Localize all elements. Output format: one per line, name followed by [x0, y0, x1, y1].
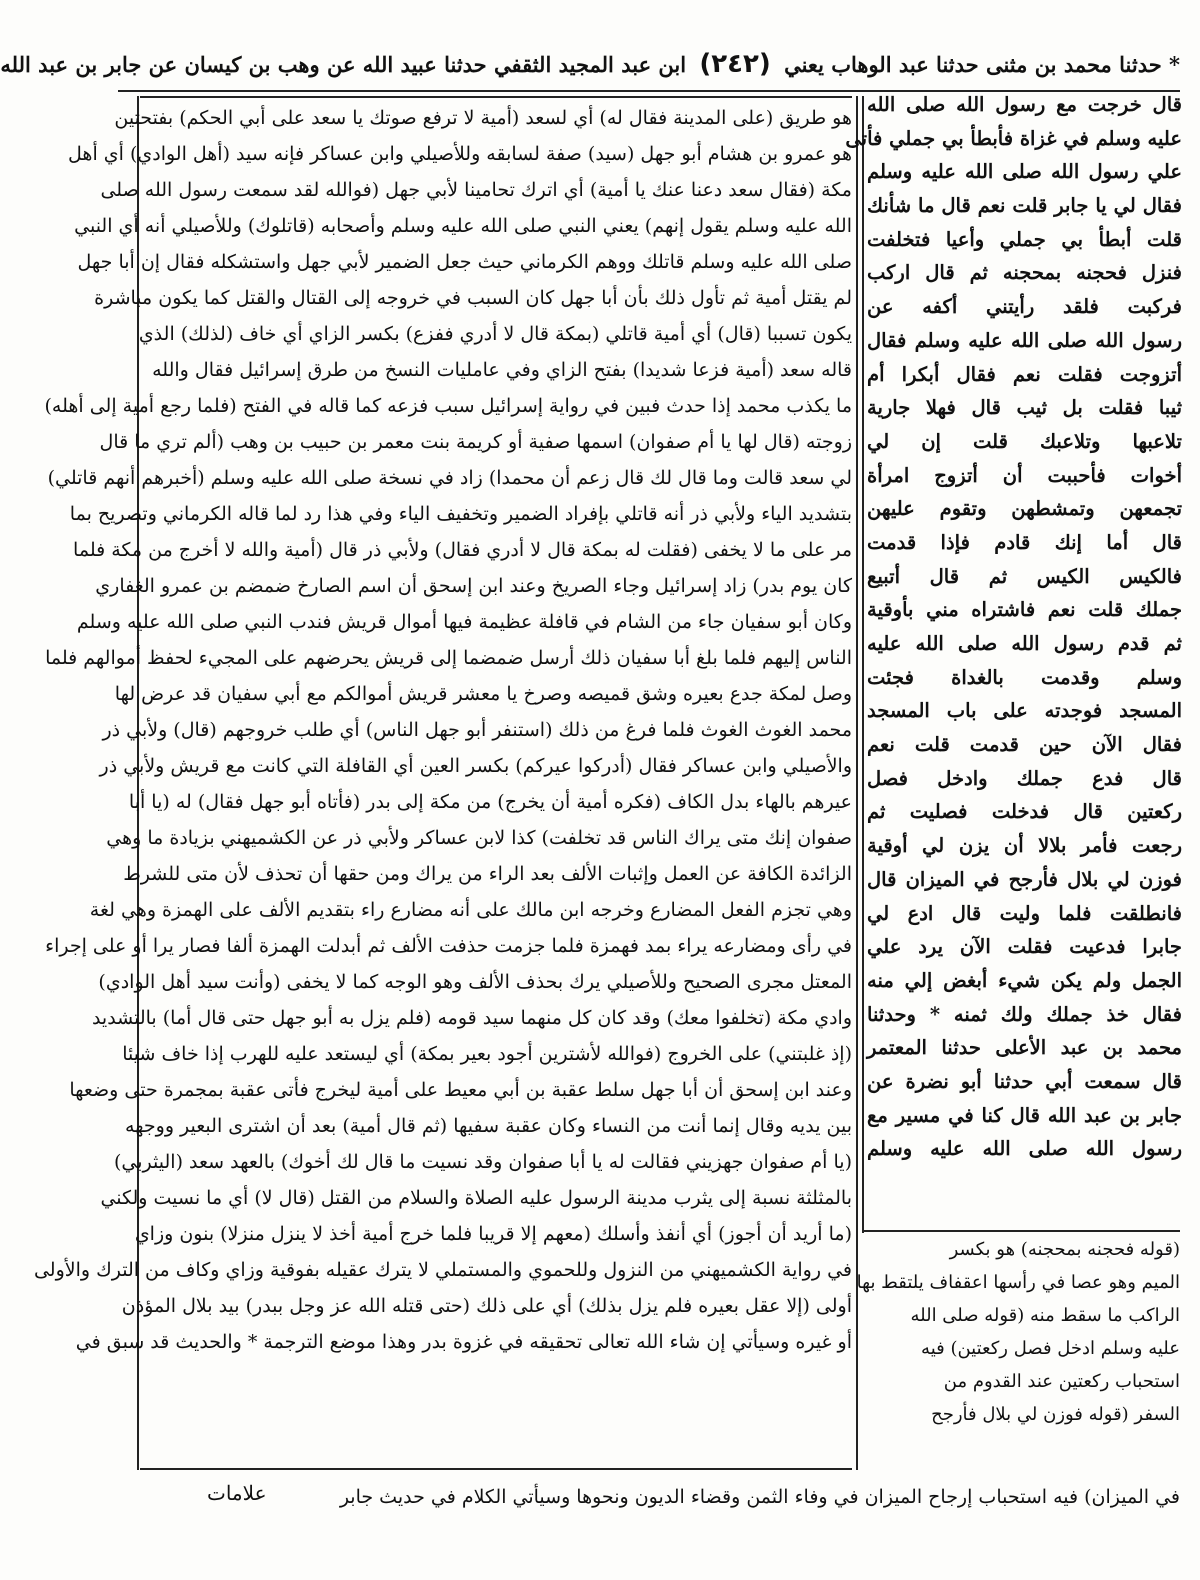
hadith-line: رسول الله صلى الله عليه وسلم فقال [867, 328, 1182, 352]
hadith-line: رسول الله صلى الله عليه وسلم [867, 1137, 1182, 1161]
commentary-line: هو عمرو بن هشام أبو جهل (سيد) صفة لسابقه وللأصيلي وابن عساكر فإنه سيد (أهل الوادي) أي أهل [68, 143, 852, 165]
note-line: عليه وسلم ادخل فصل ركعتين) فيه [921, 1338, 1180, 1359]
page-number: (٢٤٢) [699, 49, 771, 79]
hadith-line: علي رسول الله صلى الله عليه وسلم [867, 160, 1182, 184]
hadith-line: المسجد فوجدته على باب المسجد [867, 699, 1182, 723]
hadith-line: ثيبا فقلت بل ثيب قال فهلا جارية [867, 396, 1182, 420]
hadith-line: عليه وسلم في غزاة فأبطأ بي جملي فأتى [845, 126, 1182, 150]
commentary-line: وعند ابن إسحق أن أبا جهل سلط عقبة بن أبي معيط على أمية ليخرج فأتى عقبة بمجمرة حتى وضعها [69, 1079, 852, 1101]
hadith-line: ركعتين قال فدخلت فصليت ثم [867, 800, 1182, 824]
commentary-line: ما يكذب محمد إذا حدث فبين في رواية إسرائيل سبب فزعه كما قاله في الفتح (فلما رجع أمية إلى أهله) [44, 395, 852, 417]
note-line: الراكب ما سقط منه (قوله صلى الله [910, 1305, 1180, 1326]
hadith-line: فقال خذ جملك ولك ثمنه * وحدثنا [867, 1002, 1182, 1026]
main-top-rule [140, 96, 852, 98]
main-bottom-rule [140, 1468, 852, 1470]
commentary-line [144, 1396, 852, 1432]
commentary-line: بين يديه وقال إنما أنت من النساء وكان عقبة سفيها (ثم قال أمية) بعد أن اشترى البعير ووجهه [124, 1115, 852, 1137]
hadith-text-column [845, 88, 1182, 1166]
commentary-line: لي سعد قالت وما قال لك قال زعم أن محمدا) زاد في نسخة صلى الله عليه وسلم (أخبرهم أنهم قاتلي) [47, 467, 852, 489]
note-line: استحباب ركعتين عند القدوم من [943, 1371, 1180, 1392]
commentary-line: المعتل مجرى الصحيح وللأصيلي يرك بحذف الألف وهو الوجه كما لا يخفى (وأنت سيد أهل الوادي) [98, 971, 852, 993]
hadith-line: تجمعهن وتمشطهن وتقوم عليهن [867, 497, 1182, 521]
hadith-line: أخوات فأحببت أن أتزوج امرأة [867, 463, 1182, 487]
hadith-line: قال أما إنك قادم فإذا قدمت [867, 530, 1182, 554]
commentary-line: الناس إليهم فلما بلغ أبا سفيان ذلك أرسل ضمضما إلى قريش يحرضهم على المجيء لحفظ أموالهم فلما [45, 647, 852, 669]
commentary-line: والأصيلي وابن عساكر فقال (أدركوا عيركم) بكسر العين أي القافلة التي كانت مع قريش ولأبي ذر [99, 755, 852, 777]
commentary-line: هو طريق (على المدينة فقال له) أي لسعد (أمية لا ترفع صوتك يا سعد على أبي الحكم) بفتحتين [114, 107, 852, 129]
commentary-line: عيرهم بالهاء بدل الكاف (فكره أمية أن يخرج) من مكة إلى بدر (فأتاه أبو جهل فقال) له (يا أبا [128, 791, 852, 813]
commentary-line: وهي تجزم الفعل المضارع وخرجه ابن مالك على أنه مضارع راء بتقديم الألف على الهمزة وهي لغة [89, 899, 852, 921]
note-line: السفر (قوله فوزن لي بلال فأرجح [931, 1404, 1180, 1425]
hadith-line: فوزن لي بلال فأرجح في الميزان قال [867, 867, 1182, 891]
commentary-line: وصل لمكة جدع بعيره وشق قميصه وصرخ يا معشر قريش أموالكم مع أبي سفيان قد عرض لها [114, 683, 852, 705]
commentary-line: زوجته (قال لها يا أم صفوان) اسمها صفية أو كريمة بنت معمر بن حبيب بن وهب (ألم تري ما قال [99, 431, 852, 453]
commentary-line: وادي مكة (تخلفوا معك) وقد كان كل منهما سيد قومه (فلم يزل به أبو جهل حتى قال أما) بالتشديد [91, 1007, 852, 1029]
hadith-line: قلت أبطأ بي جملي وأعيا فتخلفت [867, 227, 1182, 251]
commentary-line [144, 1360, 852, 1396]
commentary-line: (ما أريد أن أجوز) أي أنفذ وأسلك (معهم إلا قريبا فلما خرج أمية أخذ لا ينزل منزلا) بنون وزاي [134, 1223, 852, 1245]
note-line: الميم وهو عصا في رأسها اعقفاف يلتقط بها [856, 1272, 1180, 1293]
commentary-line: (إذ غلبتني) على الخروج (فوالله لأشترين أجود بعير بمكة) أي ليستعد عليه للهرب إذا خاف شيئا [122, 1043, 852, 1065]
hadith-line: تلاعبها وتلاعبك قلت إن لي [867, 429, 1182, 453]
commentary-line: لم يقتل أمية ثم تأول ذلك بأن أبا جهل كان السبب في خروجه إلى القتال والقتل كما يكون مباشرة [94, 287, 852, 309]
header-right-text: * حدثنا محمد بن مثنى حدثنا عبد الوهاب يعني [784, 52, 1180, 77]
commentary-line: في رواية الكشميهني من النزول وللحموي والمستملي لا يترك عقيله بفوقية وزاي وكاف من الترك والأولى [33, 1259, 852, 1281]
hadith-line: فالكيس الكيس ثم قال أتبيع [867, 564, 1182, 588]
hadith-line: الجمل ولم يكن شيء أبغض إلي منه [867, 968, 1182, 992]
bottom-continuation-line: في الميزان) فيه استحباب إرجاح الميزان في وفاء الثمن وقضاء الديون ونحوها وسيأتي الكلام في حديث جابر [339, 1486, 1180, 1508]
commentary-line: كان يوم بدر) زاد إسرائيل وجاء الصريخ وعند ابن إسحق أن اسم الصارخ ضمضم بن عمرو الغفاري [95, 575, 852, 597]
header-left-text: ابن عبد المجيد الثقفي حدثنا عبيد الله عن وهب بن كيسان عن جابر بن عبد الله [0, 52, 687, 77]
hadith-line: فنزل فحجنه بمحجنه ثم قال اركب [867, 261, 1182, 285]
hadith-line: جابر بن عبد الله قال كنا في مسير مع [867, 1103, 1182, 1127]
hadith-line: قال سمعت أبي حدثنا أبو نضرة عن [867, 1069, 1182, 1093]
commentary-line: وكان أبو سفيان جاء من الشام في قافلة عظيمة فيها أموال قريش فندب النبي صلى الله عليه وسلم [76, 611, 852, 633]
hadith-line: قال فدع جملك وادخل فصل [867, 766, 1182, 790]
commentary-line: قاله سعد (أمية فزعا شديدا) بفتح الزاي وفي عامليات النسخ من طرق إسرائيل فقال والله [152, 359, 852, 381]
commentary-line: صفوان إنك متى يراك الناس قد تخلفت) كذا لابن عساكر ولأبي ذر عن الكشميهني بزيادة ما وهي [106, 827, 852, 849]
note-top-rule [864, 1230, 1180, 1232]
footer-catchword: علامات [207, 1481, 267, 1505]
commentary-line: (يا أم صفوان جهزيني فقالت له يا أبا صفوان وقد نسيت ما قال لك أخوك) بالعهد سعد (اليثربي) [114, 1151, 852, 1173]
commentary-line: يكون تسببا (قال) أي أمية قاتلي (بمكة قال لا أدري ففزع) بكسر الزاي أي خاف (لذلك) الذي [138, 323, 852, 345]
commentary-line: الزائدة الكافة عن العمل وإثبات الألف بعد الراء من يراك ومن حقها أن تحذف لأن متى للشرط [123, 863, 852, 885]
commentary-line: صلى الله عليه وسلم قاتلك ووهم الكرماني حيث جعل الضمير لأبي جهل واستشكله فقال إن أبا جهل [77, 251, 852, 273]
commentary-line: بالمثلثة نسبة إلى يثرب مدينة الرسول عليه الصلاة والسلام من القتل (قال لا) أي ما نسيت ولكني [100, 1187, 852, 1209]
hadith-line: قال خرجت مع رسول الله صلى الله [867, 93, 1182, 116]
hadith-line: فركبت فلقد رأيتني أكفه عن [867, 295, 1182, 319]
commentary-line: مر على ما لا يخفى (فقلت له بمكة قال لا أدري فقال) ولأبي ذر قال (أمية والله لا أخرج من مكة فلما [73, 539, 852, 561]
hadith-line: جملك قلت نعم فاشتراه مني بأوقية [867, 598, 1182, 622]
commentary-line: بتشديد الياء ولأبي ذر أنه قاتلي بإفراد الضمير وتخفيف الياء وفي هذا رد لما قاله الكرماني وتصريح بما [69, 503, 852, 525]
hadith-line: فانطلقت فلما وليت قال ادع لي [867, 901, 1182, 925]
note-line: (قوله فحجنه بمحجنه) هو بكسر [949, 1239, 1180, 1260]
commentary-column [33, 100, 852, 1432]
hadith-line: جابرا فدعيت فقلت الآن يرد علي [867, 935, 1182, 959]
commentary-line: الله عليه وسلم يقول إنهم) يعني النبي صلى الله عليه وسلم وأصحابه (قاتلوك) وللأصيلي أنه أي النبي [74, 215, 852, 237]
commentary-line: أو غيره وسيأتي إن شاء الله تعالى تحقيقه في غزوة بدر وهذا موضع الترجمة * والحديث قد سبق في [75, 1331, 852, 1353]
hadith-line: فقال لي يا جابر قلت نعم قال ما شأنك [867, 194, 1182, 218]
page-header [0, 40, 1180, 88]
hadith-line: محمد بن عبد الأعلى حدثنا المعتمر [867, 1036, 1182, 1060]
commentary-line: في رأى ومضارعه يراء بمد فهمزة فلما جزمت حذفت الألف ثم أبدلت الهمزة ألفا فصار يرا أو على إجراء [45, 935, 852, 957]
hadith-line: فقال الآن حين قدمت قلت نعم [867, 733, 1182, 757]
commentary-line: محمد الغوث الغوث فلما فرغ من ذلك (استنفر أبو جهل الناس) أي طلب خروجهم (قال) ولأبي ذر [102, 719, 852, 741]
commentary-line: مكة (فقال سعد دعنا عنك يا أمية) أي اترك تحامينا لأبي جهل (فوالله لقد سمعت رسول الله صلى [100, 179, 852, 201]
commentary-line: أولى (إلا عقل بعيره فلم يزل بذلك) أي على ذلك (حتى قتله الله عز وجل ببدر) بيد بلال المؤذن [121, 1295, 852, 1317]
hadith-line: رجعت فأمر بلالا أن يزن لي أوقية [867, 834, 1182, 858]
margin-note [856, 1233, 1180, 1431]
hadith-line: ثم قدم رسول الله صلى الله عليه [867, 632, 1182, 655]
hadith-line: وسلم وقدمت بالغداة فجئت [867, 665, 1182, 689]
column-divider [856, 96, 858, 1470]
hadith-line: أتزوجت فقلت نعم فقال أبكرا أم [867, 362, 1182, 386]
column-divider-inner [862, 96, 864, 1233]
